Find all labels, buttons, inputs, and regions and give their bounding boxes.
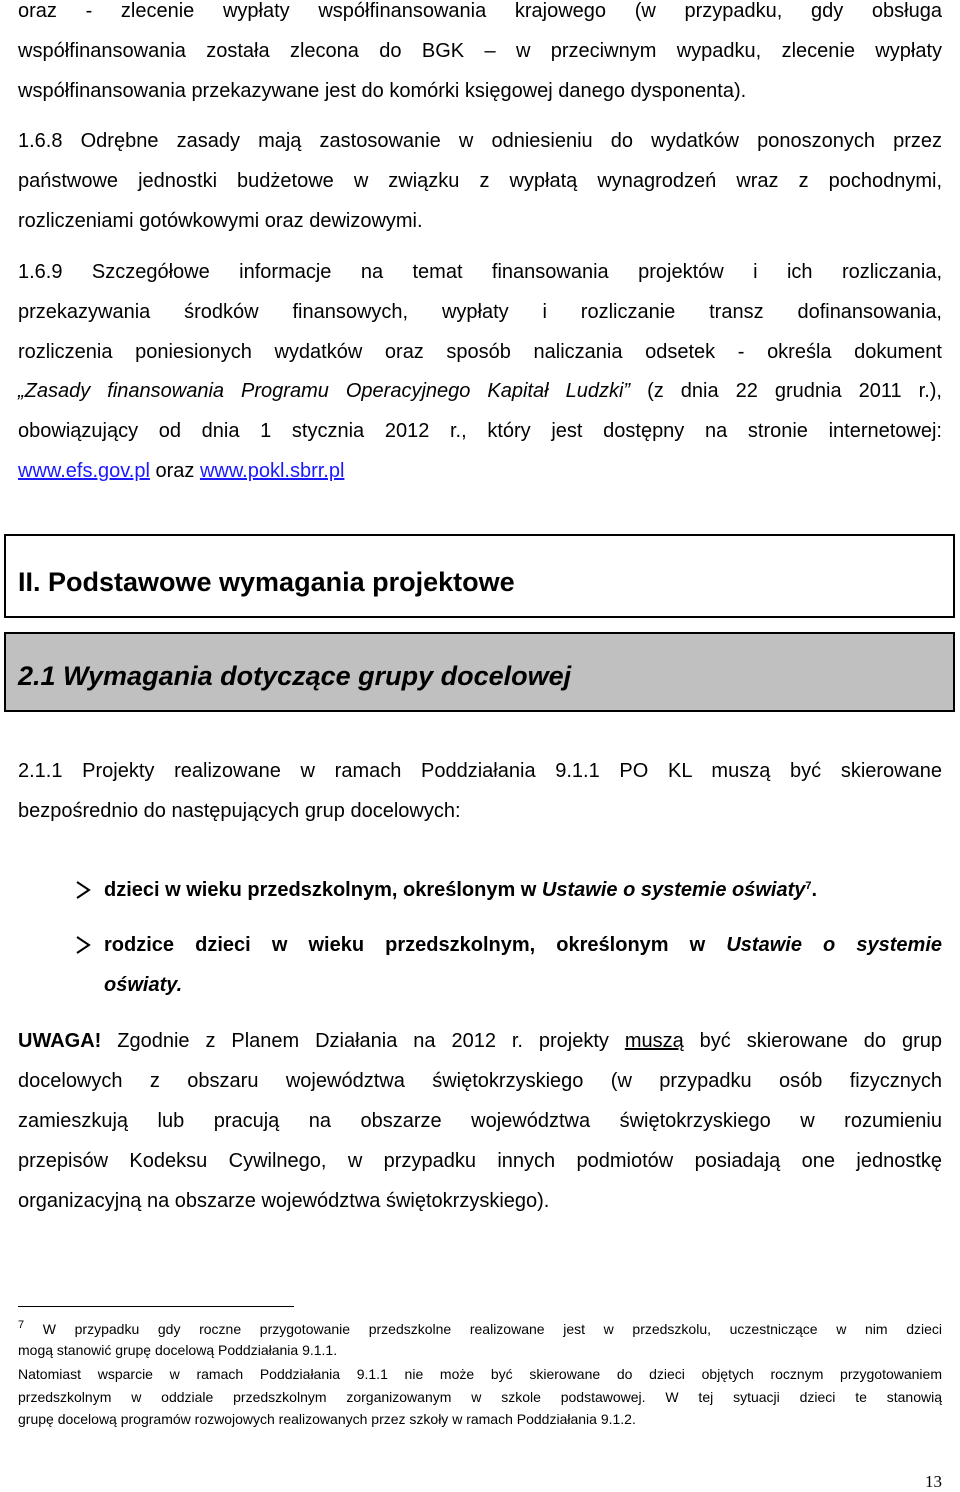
paragraph-line [18, 1028, 942, 1054]
paragraph-line: rozliczenia poniesionych wydatków oraz sposób naliczania odsetek - określa dokument [18, 341, 942, 363]
paragraph-line [18, 378, 942, 404]
bullet-item-continuation [104, 972, 942, 998]
paragraph-line: przekazywania środków finansowych, wypłaty i rozliczanie transz dofinansowania, [18, 301, 942, 323]
efs-link[interactable]: www.efs.gov.pl [18, 460, 150, 482]
arrowhead-bullet-icon [74, 935, 92, 955]
document-title: „Zasady finansowania Programu Operacyjnego Kapitał Ludzki” [18, 380, 631, 402]
footnote-line: przedszkolnym w oddziale przedszkolnym zorganizowanym w szkole podstawowej. W tej sytuacji dzieci te stanowią [18, 1389, 942, 1405]
warning-label: UWAGA! [18, 1030, 102, 1052]
paragraph-line: docelowych z obszaru województwa świętokrzyskiego (w przypadku osób fizycznych [18, 1070, 942, 1092]
footnote-line [18, 1320, 942, 1338]
chapter-heading-box [4, 534, 955, 618]
paragraph-line: państwowe jednostki budżetowe w związku z wypłatą wynagrodzeń wraz z pochodnymi, [18, 170, 942, 192]
document-date: (z dnia 22 grudnia 2011 r.), [630, 380, 942, 402]
paragraph-line: przepisów Kodeksu Cywilnego, w przypadku innych podmiotów posiadają one jednostkę [18, 1150, 942, 1172]
chapter-heading: II. Podstawowe wymagania projektowe [18, 567, 515, 597]
footnote-line: mogą stanowić grupę docelową Poddziałania 9.1.1. [18, 1342, 338, 1358]
paragraph-line: 1.6.9 Szczegółowe informacje na temat finansowania projektów i ich rozliczania, [18, 261, 942, 283]
footnote-ref[interactable]: 7 [805, 880, 812, 892]
bullet-text: rodzice dzieci w wieku przedszkolnym, określonym w [104, 934, 727, 956]
paragraph-line: bezpośrednio do następujących grup docelowych: [18, 800, 461, 822]
bullet-end: . [811, 879, 818, 901]
link-conjunction: oraz [149, 460, 200, 482]
emphasis-underline: muszą [624, 1030, 684, 1052]
section-heading-box [4, 632, 955, 712]
footnote-line: Natomiast wsparcie w ramach Poddziałania 9.1.1 nie może być skierowane do dzieci objętych rocznym przygotowaniem [18, 1366, 942, 1382]
footnote-line: grupę docelową programów rozwojowych realizowanych przez szkoły w ramach Poddziałania 9.1.2. [18, 1411, 636, 1427]
paragraph-line: obowiązujący od dnia 1 stycznia 2012 r., który jest dostępny na stronie internetowej: [18, 420, 942, 442]
pokl-link[interactable]: www.pokl.sbrr.pl [199, 460, 345, 482]
law-reference: Ustawie o systemie oświaty [541, 879, 806, 901]
paragraph-line: rozliczeniami gotówkowymi oraz dewizowymi. [18, 210, 423, 232]
bullet-text: dzieci w wieku przedszkolnym, określonym w [104, 879, 542, 901]
paragraph-line [18, 458, 942, 484]
law-reference: Ustawie o systemie [726, 934, 942, 956]
text-span: być skierowane do grup [683, 1030, 942, 1052]
text-span: Zgodnie z Planem Działania na 2012 r. projekty [101, 1030, 625, 1052]
paragraph-line: 1.6.8 Odrębne zasady mają zastosowanie w odniesieniu do wydatków ponoszonych przez [18, 130, 942, 152]
arrowhead-bullet-icon [74, 880, 92, 900]
page-number: 13 [925, 1472, 942, 1491]
paragraph-line: organizacyjną na obszarze województwa świętokrzyskiego). [18, 1190, 550, 1212]
paragraph-line: zamieszkują lub pracują na obszarze województwa świętokrzyskiego w rozumieniu [18, 1110, 942, 1132]
footnote-text: W przypadku gdy roczne przygotowanie przedszkolne realizowane jest w przedszkolu, uczestniczące w nim dzieci [24, 1321, 942, 1337]
bullet-item [104, 877, 942, 903]
footnote-number: 7 [18, 1319, 25, 1331]
paragraph-line: 2.1.1 Projekty realizowane w ramach Poddziałania 9.1.1 PO KL muszą być skierowane [18, 760, 942, 782]
bullet-item [104, 932, 942, 958]
footnote-separator [18, 1306, 294, 1307]
law-reference: oświaty. [104, 974, 183, 996]
paragraph-line: współfinansowania została zlecona do BGK – w przeciwnym wypadku, zlecenie wypłaty [18, 40, 942, 62]
paragraph-line: współfinansowania przekazywane jest do komórki księgowej danego dysponenta). [18, 80, 747, 102]
paragraph-line: oraz - zlecenie wypłaty współfinansowania krajowego (w przypadku, gdy obsługa [18, 0, 942, 22]
section-heading: 2.1 Wymagania dotyczące grupy docelowej [18, 661, 572, 691]
